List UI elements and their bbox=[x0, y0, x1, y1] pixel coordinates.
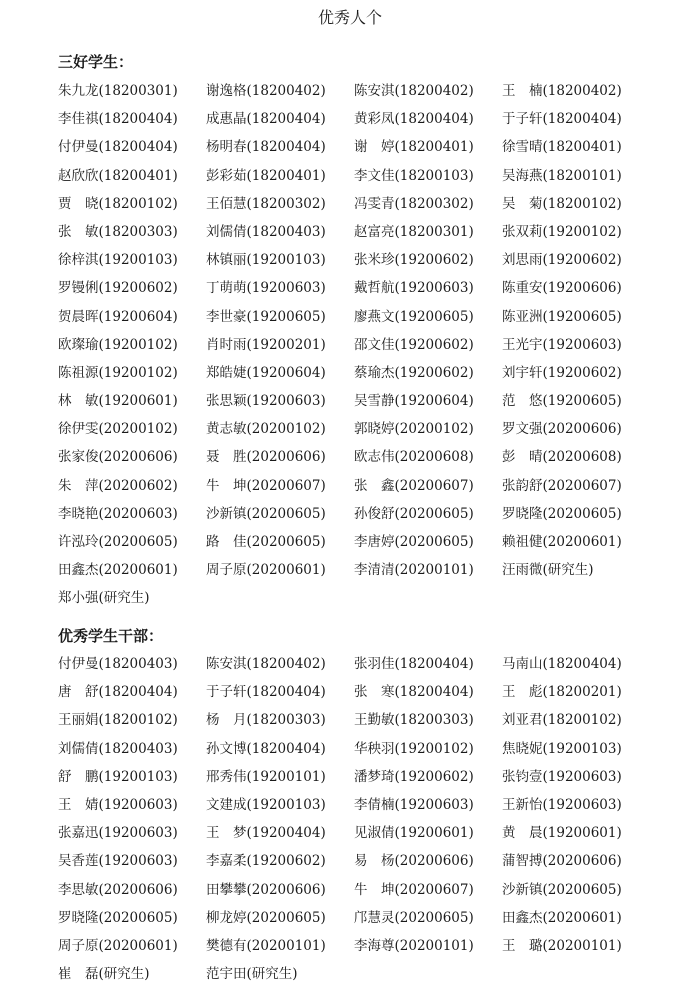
student-entry: 华秧羽(19200102) bbox=[354, 740, 474, 757]
student-entry: 朱 萍(20200602) bbox=[58, 477, 178, 494]
student-entry: 舒 鹏(19200103) bbox=[58, 768, 178, 785]
student-entry: 朱九龙(18200301) bbox=[58, 83, 178, 99]
student-entry: 于子轩(18200404) bbox=[206, 684, 326, 701]
student-entry: 李嘉柔(19200602) bbox=[206, 853, 326, 870]
student-entry: 张双莉(19200102) bbox=[502, 223, 622, 240]
student-entry: 张思颖(19200603) bbox=[206, 393, 326, 410]
student-entry: 郑皓婕(19200604) bbox=[206, 364, 326, 381]
student-entry: 杨 月(18200303) bbox=[206, 712, 326, 729]
student-entry: 邝慧灵(20200605) bbox=[354, 909, 474, 926]
student-entry: 吴 菊(18200102) bbox=[502, 195, 622, 212]
student-entry: 欧志伟(20200608) bbox=[354, 449, 474, 466]
student-entry: 沙新镇(20200605) bbox=[502, 881, 622, 898]
student-entry: 李佳祺(18200404) bbox=[58, 111, 178, 128]
student-entry: 谢逸格(18200402) bbox=[206, 83, 326, 99]
student-entry: 张 鑫(20200607) bbox=[354, 477, 474, 494]
student-entry: 唐 舒(18200404) bbox=[58, 684, 178, 701]
student-entry: 李海尊(20200101) bbox=[354, 937, 474, 954]
student-entry: 焦晓妮(19200103) bbox=[502, 740, 622, 757]
student-entry: 徐梓淇(19200103) bbox=[58, 252, 178, 269]
student-entry: 邢秀伟(19200101) bbox=[206, 768, 326, 785]
section-heading-sanhao: 三好学生： bbox=[58, 53, 134, 71]
student-entry: 杨明春(18200404) bbox=[206, 139, 326, 156]
student-entry: 陈安淇(18200402) bbox=[354, 83, 474, 99]
student-entry: 吴海燕(18200101) bbox=[502, 167, 622, 184]
student-entry: 李倩楠(19200603) bbox=[354, 796, 474, 813]
student-entry: 徐雪晴(18200401) bbox=[502, 139, 622, 156]
sanhao-student-list bbox=[58, 77, 698, 613]
student-entry: 欧璨瑜(19200102) bbox=[58, 336, 178, 353]
student-entry: 刘儒倩(18200403) bbox=[206, 223, 326, 240]
student-entry: 牛 坤(20200607) bbox=[206, 477, 326, 494]
student-entry: 聂 胜(20200606) bbox=[206, 449, 326, 466]
student-entry: 王 婧(19200603) bbox=[58, 796, 178, 813]
section-heading-cadre: 优秀学生干部： bbox=[58, 627, 164, 645]
student-entry: 孙文博(18200404) bbox=[206, 740, 326, 757]
student-entry: 范 悠(19200605) bbox=[502, 393, 622, 410]
student-entry: 罗晓隆(20200605) bbox=[58, 909, 178, 926]
student-entry: 张韵舒(20200607) bbox=[502, 477, 622, 494]
student-entry: 汪雨微(研究生) bbox=[502, 562, 594, 579]
student-entry: 路 佳(20200605) bbox=[206, 534, 326, 550]
student-entry: 廖燕文(19200605) bbox=[354, 308, 474, 325]
student-entry: 刘儒倩(18200403) bbox=[58, 740, 178, 757]
student-entry: 刘宇轩(19200602) bbox=[502, 364, 622, 381]
student-entry: 王新怡(19200603) bbox=[502, 796, 622, 813]
student-entry: 肖时雨(19200201) bbox=[206, 336, 326, 353]
student-entry: 张羽佳(18200404) bbox=[354, 656, 474, 672]
student-entry: 彭彩茹(18200401) bbox=[206, 167, 326, 184]
student-entry: 蒲智搏(20200606) bbox=[502, 853, 622, 870]
student-entry: 罗镘俐(19200602) bbox=[58, 280, 178, 297]
student-entry: 文建成(19200103) bbox=[206, 796, 326, 813]
student-entry: 李文佳(18200103) bbox=[354, 167, 474, 184]
student-entry: 王 彪(18200201) bbox=[502, 684, 622, 701]
student-entry: 李晓艳(20200603) bbox=[58, 505, 178, 522]
student-entry: 张钧壹(19200603) bbox=[502, 768, 622, 785]
student-entry: 张家俊(20200606) bbox=[58, 449, 178, 466]
student-entry: 林镇丽(19200103) bbox=[206, 252, 326, 269]
student-entry: 柳龙婷(20200605) bbox=[206, 909, 326, 926]
student-entry: 李世豪(19200605) bbox=[206, 308, 326, 325]
student-entry: 蔡瑜杰(19200602) bbox=[354, 364, 474, 381]
student-entry: 王 楠(18200402) bbox=[502, 83, 622, 99]
student-entry: 付伊曼(18200403) bbox=[58, 656, 178, 672]
student-entry: 王 璐(20200101) bbox=[502, 937, 622, 954]
student-entry: 冯雯青(18200302) bbox=[354, 195, 474, 212]
student-entry: 陈安淇(18200402) bbox=[206, 656, 326, 672]
student-entry: 许泓玲(20200605) bbox=[58, 534, 178, 550]
student-entry: 牛 坤(20200607) bbox=[354, 881, 474, 898]
student-entry: 王丽娟(18200102) bbox=[58, 712, 178, 729]
student-entry: 赖祖健(20200601) bbox=[502, 534, 622, 550]
student-entry: 林 敏(19200601) bbox=[58, 393, 178, 410]
student-entry: 陈祖源(19200102) bbox=[58, 364, 178, 381]
student-entry: 贾 晓(18200102) bbox=[58, 195, 178, 212]
student-entry: 樊德有(20200101) bbox=[206, 937, 326, 954]
student-entry: 吴香莲(19200603) bbox=[58, 853, 178, 870]
student-entry: 刘亚君(18200102) bbox=[502, 712, 622, 729]
page-title: 优秀人个 bbox=[317, 8, 382, 27]
student-entry: 谢 婷(18200401) bbox=[354, 139, 474, 156]
student-entry: 王 梦(19200404) bbox=[206, 825, 326, 842]
student-entry: 彭 晴(20200608) bbox=[502, 449, 622, 466]
student-entry: 见淑倩(19200601) bbox=[354, 825, 474, 842]
student-entry: 徐伊雯(20200102) bbox=[58, 421, 178, 438]
student-entry: 陈亚洲(19200605) bbox=[502, 308, 622, 325]
student-entry: 黄志敏(20200102) bbox=[206, 421, 326, 438]
student-entry: 于子轩(18200404) bbox=[502, 111, 622, 128]
student-entry: 潘梦琦(19200602) bbox=[354, 768, 474, 785]
student-entry: 田攀攀(20200606) bbox=[206, 881, 326, 898]
student-entry: 张米珍(19200602) bbox=[354, 252, 474, 269]
student-entry: 周子原(20200601) bbox=[58, 937, 178, 954]
student-entry: 张 敏(18200303) bbox=[58, 223, 178, 240]
student-entry: 赵欣欣(18200401) bbox=[58, 167, 178, 184]
student-entry: 罗文强(20200606) bbox=[502, 421, 622, 438]
student-entry: 戴哲航(19200603) bbox=[354, 280, 474, 297]
student-entry: 陈重安(19200606) bbox=[502, 280, 622, 297]
student-entry: 李思敏(20200606) bbox=[58, 881, 178, 898]
student-entry: 王勤敏(18200303) bbox=[354, 712, 474, 729]
student-entry: 张嘉迅(19200603) bbox=[58, 825, 178, 842]
student-entry: 贺晨晖(19200604) bbox=[58, 308, 178, 325]
student-entry: 王佰慧(18200302) bbox=[206, 195, 326, 212]
student-entry: 易 杨(20200606) bbox=[354, 853, 474, 870]
student-entry: 李唐婷(20200605) bbox=[354, 534, 474, 550]
student-entry: 郑小强(研究生) bbox=[58, 590, 150, 607]
student-entry: 郭晓婷(20200102) bbox=[354, 421, 474, 438]
student-entry: 张 寒(18200404) bbox=[354, 684, 474, 701]
student-entry: 付伊曼(18200404) bbox=[58, 139, 178, 156]
student-entry: 田鑫杰(20200601) bbox=[58, 562, 178, 579]
student-entry: 黄彩凤(18200404) bbox=[354, 111, 474, 128]
student-entry: 罗晓隆(20200605) bbox=[502, 505, 622, 522]
student-entry: 孙俊舒(20200605) bbox=[354, 505, 474, 522]
student-entry: 范宇田(研究生) bbox=[206, 966, 298, 983]
student-entry: 邵文佳(19200602) bbox=[354, 336, 474, 353]
student-entry: 田鑫杰(20200601) bbox=[502, 909, 622, 926]
student-entry: 刘思雨(19200602) bbox=[502, 252, 622, 269]
student-entry: 李清清(20200101) bbox=[354, 562, 474, 579]
student-entry: 沙新镇(20200605) bbox=[206, 505, 326, 522]
student-entry: 吴雪静(19200604) bbox=[354, 393, 474, 410]
student-entry: 成惠晶(18200404) bbox=[206, 111, 326, 128]
student-entry: 王光宇(19200603) bbox=[502, 336, 622, 353]
student-entry: 赵富亮(18200301) bbox=[354, 223, 474, 240]
student-entry: 周子原(20200601) bbox=[206, 562, 326, 579]
cadre-student-list bbox=[58, 650, 698, 988]
student-entry: 黄 晨(19200601) bbox=[502, 825, 622, 842]
student-entry: 马南山(18200404) bbox=[502, 656, 622, 672]
student-entry: 崔 磊(研究生) bbox=[58, 966, 150, 983]
student-entry: 丁萌萌(19200603) bbox=[206, 280, 326, 297]
